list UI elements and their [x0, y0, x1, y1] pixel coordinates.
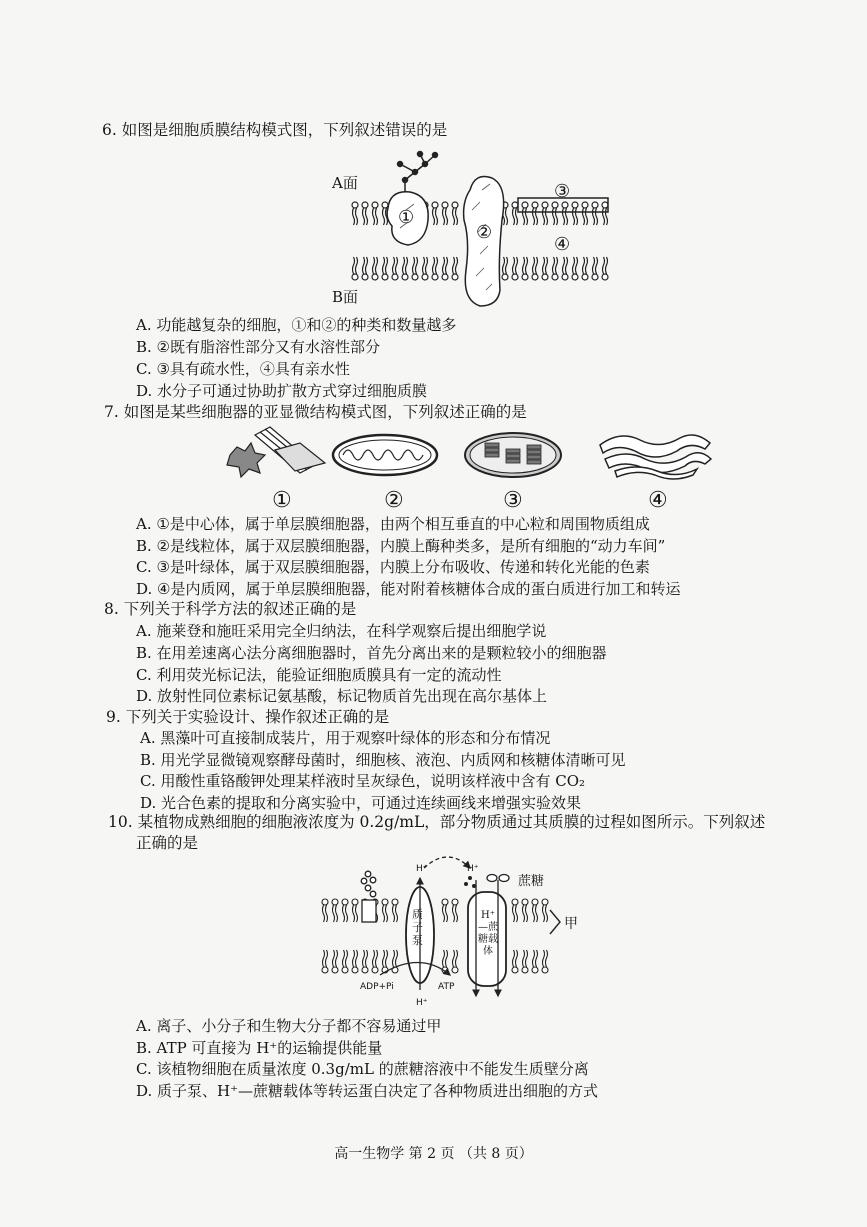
q6-stem: 6. 如图是细胞质膜结构模式图，下列叙述错误的是: [102, 121, 448, 139]
lipid-head: [392, 274, 398, 280]
lipid-head: [372, 967, 378, 973]
lipid-tail: [403, 257, 408, 274]
q10-label-adp: ADP+Pi: [360, 982, 394, 992]
lipid-tail: [523, 257, 528, 274]
lipid-tail: [323, 905, 328, 922]
q6-option-c: C. ③具有疏水性，④具有亲水性: [136, 360, 350, 378]
q6-label-4: ④: [554, 234, 571, 255]
lipid-head: [442, 202, 448, 208]
q10-h-flow-arrow: [424, 857, 470, 868]
lipid-head: [532, 202, 538, 208]
lipid-tail: [573, 208, 578, 225]
lipid-tail: [513, 208, 518, 225]
lipid-tail: [523, 950, 528, 967]
lipid-head: [432, 274, 438, 280]
lipid-tail: [353, 257, 358, 274]
q9-stem: 9. 下列关于实验设计、操作叙述正确的是: [106, 708, 390, 726]
lipid-tail: [563, 208, 568, 225]
lipid-head: [532, 274, 538, 280]
lipid-head: [362, 202, 368, 208]
lipid-tail: [423, 257, 428, 274]
lipid-tail: [453, 905, 458, 922]
lipid-tail: [603, 257, 608, 274]
lipid-tail: [583, 257, 588, 274]
lipid-tail: [543, 905, 548, 922]
lipid-tail: [503, 257, 508, 274]
lipid-tail: [413, 257, 418, 274]
q10-label-h-bottom: H⁺: [416, 998, 428, 1008]
q7-organelle-figure: [215, 425, 735, 515]
lipid-tail: [573, 257, 578, 274]
lipid-head: [512, 899, 518, 905]
lipid-tail: [543, 950, 548, 967]
lipid-tail: [353, 208, 358, 225]
q8-option-c: C. 利用荧光标记法，能验证细胞质膜具有一定的流动性: [136, 666, 502, 684]
lipid-tail: [353, 905, 358, 922]
lipid-head: [532, 899, 538, 905]
lipid-head: [342, 967, 348, 973]
lipid-tail: [393, 950, 398, 967]
lipid-head: [402, 274, 408, 280]
q6-sugar-chain: [398, 152, 438, 193]
q7-centrosome: [227, 427, 325, 477]
lipid-head: [512, 274, 518, 280]
lipid-head: [452, 274, 458, 280]
lipid-tail: [533, 905, 538, 922]
lipid-tail: [603, 208, 608, 225]
q6-option-d: D. 水分子可通过协助扩散方式穿过细胞质膜: [136, 382, 428, 400]
q6-label-2: ②: [476, 222, 493, 243]
lipid-head: [532, 967, 538, 973]
q6-b-side-label: B面: [332, 288, 359, 306]
q10-option-a: A. 离子、小分子和生物大分子都不容易通过甲: [136, 1017, 442, 1035]
lipid-head: [582, 202, 588, 208]
lipid-head: [362, 274, 368, 280]
q10-label-h-top-left: H⁺: [416, 864, 428, 874]
q7-mitochondrion: [333, 435, 437, 475]
q7-organelle-drawings: [215, 425, 735, 485]
q8-stem: 8. 下列关于科学方法的叙述正确的是: [104, 600, 357, 618]
lipid-head: [432, 202, 438, 208]
lipid-tail: [533, 257, 538, 274]
lipid-tail: [553, 257, 558, 274]
lipid-tail: [543, 208, 548, 225]
lipid-head: [522, 899, 528, 905]
q7-label-1: ①: [272, 488, 292, 513]
lipid-head: [502, 274, 508, 280]
lipid-head: [452, 899, 458, 905]
lipid-tail: [543, 257, 548, 274]
lipid-tail: [563, 257, 568, 274]
lipid-head: [322, 899, 328, 905]
q7-option-b: B. ②是线粒体，属于双层膜细胞器，内膜上酶种类多，是所有细胞的“动力车间”: [136, 537, 666, 555]
lipid-head: [572, 274, 578, 280]
lipid-head: [352, 202, 358, 208]
lipid-head: [352, 967, 358, 973]
lipid-head: [552, 274, 558, 280]
lipid-tail: [533, 950, 538, 967]
lipid-head: [342, 899, 348, 905]
q9-option-b: B. 用光学显微镜观察酵母菌时，细胞核、液泡、内质网和核糖体清晰可见: [140, 751, 626, 769]
lipid-tail: [593, 257, 598, 274]
lipid-tail: [333, 905, 338, 922]
lipid-head: [542, 202, 548, 208]
lipid-head: [322, 967, 328, 973]
q6-label-1: ①: [398, 207, 415, 228]
q7-endoplasmic-reticulum: [600, 435, 711, 479]
lipid-tail: [593, 208, 598, 225]
lipid-tail: [523, 208, 528, 225]
q7-label-2: ②: [384, 488, 404, 513]
lipid-head: [382, 202, 388, 208]
lipid-head: [512, 967, 518, 973]
page-footer: 高一生物学 第 2 页 （共 8 页）: [334, 1146, 533, 1162]
lipid-tail: [383, 950, 388, 967]
q9-option-d: D. 光合色素的提取和分离实验中，可通过连续画线来增强实验效果: [140, 794, 582, 812]
lipid-head: [522, 967, 528, 973]
lipid-head: [512, 202, 518, 208]
lipid-tail: [513, 905, 518, 922]
lipid-tail: [393, 905, 398, 922]
q7-option-d: D. ④是内质网，属于单层膜细胞器，能对附着核糖体合成的蛋白质进行加工和转运: [136, 580, 681, 598]
lipid-tail: [553, 208, 558, 225]
q9-option-a: A. 黑藻叶可直接制成装片，用于观察叶绿体的形态和分布情况: [140, 729, 551, 747]
lipid-tail: [453, 208, 458, 225]
lipid-tail: [443, 257, 448, 274]
lipid-head: [422, 274, 428, 280]
lipid-head: [602, 202, 608, 208]
q6-option-b: B. ②既有脂溶性部分又有水溶性部分: [136, 338, 381, 356]
lipid-tail: [363, 257, 368, 274]
lipid-head: [542, 967, 548, 973]
q7-stem: 7. 如图是某些细胞器的亚显微结构模式图，下列叙述正确的是: [104, 403, 527, 421]
q6-a-side-label: A面: [332, 174, 358, 192]
q6-option-a: A. 功能越复杂的细胞，①和②的种类和数量越多: [136, 316, 457, 334]
q7-label-4: ④: [648, 488, 668, 513]
q10-glycoprotein: [361, 871, 376, 922]
lipid-tail: [453, 950, 458, 967]
lipid-head: [382, 899, 388, 905]
lipid-head: [592, 274, 598, 280]
lipid-tail: [533, 208, 538, 225]
lipid-tail: [513, 950, 518, 967]
lipid-tail: [343, 950, 348, 967]
lipid-head: [362, 967, 368, 973]
q9-option-c: C. 用酸性重铬酸钾处理某样液时呈灰绿色，说明该样液中含有 CO₂: [140, 772, 586, 790]
q10-stem-line2: 正确的是: [136, 834, 199, 852]
lipid-head: [412, 274, 418, 280]
lipid-head: [442, 274, 448, 280]
q7-option-a: A. ①是中心体，属于单层膜细胞器，由两个相互垂直的中心粒和周围物质组成: [136, 515, 650, 533]
lipid-tail: [383, 905, 388, 922]
lipid-head: [572, 202, 578, 208]
lipid-head: [332, 967, 338, 973]
lipid-head: [522, 274, 528, 280]
lipid-tail: [373, 208, 378, 225]
q10-label-sucrose: 蔗糖: [518, 874, 545, 889]
lipid-head: [592, 202, 598, 208]
lipid-head: [452, 967, 458, 973]
lipid-head: [382, 274, 388, 280]
lipid-head: [352, 899, 358, 905]
lipid-tail: [393, 257, 398, 274]
q10-label-carrier: H⁺—蔗糖载体: [478, 910, 498, 957]
q7-option-c: C. ③是叶绿体，属于双层膜细胞器，内膜上分布吸收、传递和转化光能的色素: [136, 558, 650, 576]
lipid-tail: [323, 950, 328, 967]
lipid-head: [602, 274, 608, 280]
lipid-head: [332, 899, 338, 905]
q10-label-h-top-right: H⁺: [467, 864, 479, 874]
lipid-tail: [443, 905, 448, 922]
q8-option-b: B. 在用差速离心法分离细胞器时，首先分离出来的是颗粒较小的细胞器: [136, 644, 607, 662]
lipid-head: [372, 202, 378, 208]
lipid-head: [452, 202, 458, 208]
q7-chloroplast: [465, 433, 561, 477]
q10-label-atp: ATP: [438, 982, 455, 992]
lipid-head: [522, 202, 528, 208]
lipid-tail: [333, 950, 338, 967]
lipid-head: [372, 274, 378, 280]
lipid-tail: [583, 208, 588, 225]
lipid-tail: [443, 208, 448, 225]
q10-label-pump: 质子泵: [412, 908, 423, 947]
lipid-tail: [363, 208, 368, 225]
lipid-tail: [353, 950, 358, 967]
lipid-head: [442, 899, 448, 905]
lipid-head: [562, 274, 568, 280]
q10-option-b: B. ATP 可直接为 H⁺的运输提供能量: [136, 1039, 383, 1057]
q6-label-3: ③: [554, 181, 571, 202]
q7-label-3: ③: [503, 488, 523, 513]
lipid-tail: [363, 950, 368, 967]
q10-option-c: C. 该植物细胞在质量浓度 0.3g/mL 的蔗糖溶液中不能发生质壁分离: [136, 1060, 589, 1078]
lipid-tail: [373, 950, 378, 967]
q8-option-d: D. 放射性同位素标记氨基酸，标记物质首先出现在高尔基体上: [136, 687, 548, 705]
lipid-tail: [343, 905, 348, 922]
q10-label-jia: 甲: [564, 916, 578, 932]
lipid-tail: [523, 905, 528, 922]
lipid-tail: [453, 257, 458, 274]
q10-option-d: D. 质子泵、H⁺—蔗糖载体等转运蛋白决定了各种物质进出细胞的方式: [136, 1082, 599, 1100]
q10-stem-line1: 10. 某植物成熟细胞的细胞液浓度为 0.2g/mL，部分物质通过其质膜的过程如图所示。下列叙述: [108, 813, 766, 831]
q8-option-a: A. 施莱登和施旺采用完全归纳法，在科学观察后提出细胞学说: [136, 622, 547, 640]
lipid-tail: [443, 950, 448, 967]
lipid-head: [542, 274, 548, 280]
lipid-head: [542, 899, 548, 905]
lipid-head: [392, 899, 398, 905]
lipid-head: [582, 274, 588, 280]
lipid-head: [352, 274, 358, 280]
lipid-tail: [433, 208, 438, 225]
lipid-tail: [373, 257, 378, 274]
q6-membrane-figure: [330, 150, 630, 310]
lipid-tail: [433, 257, 438, 274]
q10-transport-figure: [320, 850, 610, 1010]
lipid-tail: [383, 257, 388, 274]
lipid-tail: [513, 257, 518, 274]
